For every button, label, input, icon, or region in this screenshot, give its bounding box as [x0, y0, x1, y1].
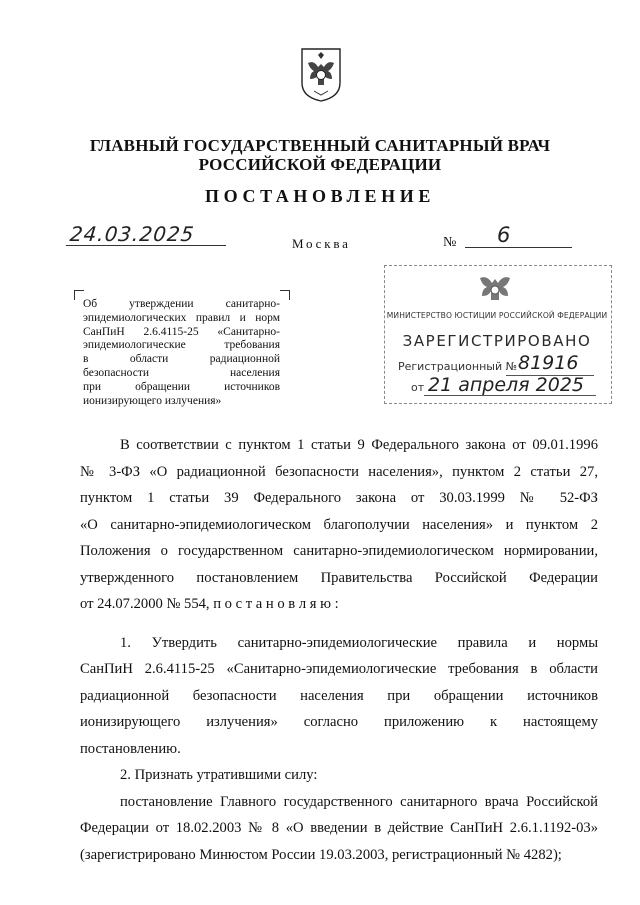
body-line: постановлению. — [80, 740, 181, 757]
body-line: СанПиН 2.6.4115-25 «Санитарно-эпидемиологические требования в области — [80, 661, 598, 677]
stamp-emblem-icon — [472, 270, 518, 308]
stamp-registered: ЗАРЕГИСТРИРОВАНО — [402, 332, 592, 350]
document-number: 6 — [497, 223, 511, 247]
body-line: от 24.07.2000 № 554, п о с т а н о в л я ю : — [80, 596, 339, 612]
subject-line: эпидемиологические требования — [83, 339, 280, 352]
subject-line: СанПиН 2.6.4115-25 «Санитарно- — [83, 325, 280, 338]
subject-line: эпидемиологических правил и норм — [83, 311, 280, 324]
body-line: Федерации от 18.02.2003 № 8 «О введении в действие СанПиН 2.6.1.1192-03» — [80, 820, 598, 836]
body-line: № 3-ФЗ «О радиационной безопасности населения», пунктом 2 статьи 27, — [80, 463, 598, 480]
body-line: «О санитарно-эпидемиологическом благополучии населения» и пунктом 2 — [80, 516, 598, 533]
document-body — [80, 432, 598, 868]
stamp-date-underline — [424, 395, 596, 396]
number-underline — [465, 247, 572, 248]
subject-line: безопасности населения — [83, 366, 280, 379]
subject-line: в области радиационной — [83, 353, 280, 366]
document-city: Москва — [292, 236, 351, 251]
issuer-title-line1: ГЛАВНЫЙ ГОСУДАРСТВЕННЫЙ САНИТАРНЫЙ ВРАЧ — [89, 136, 551, 155]
date-underline — [66, 245, 226, 246]
subject-line: при обращении источников — [83, 380, 280, 393]
subject-line: ионизирующего излучения» — [83, 394, 222, 407]
stamp-registration-date: 21 апреля 2025 — [428, 374, 584, 396]
paragraph-repeal — [80, 762, 598, 789]
document-type: ПОСТАНОВЛЕНИЕ — [205, 186, 435, 206]
document-date: 24.03.2025 — [68, 222, 196, 246]
body-line: утвержденного постановлением Правительства Российской Федерации — [80, 569, 598, 586]
body-line: Положения о государственном санитарно-эпидемиологическом нормировании, — [80, 543, 598, 559]
paragraph-repealed-act — [80, 789, 598, 869]
subject-corner-right — [280, 290, 290, 300]
body-line: В соответствии с пунктом 1 статьи 9 Федерального закона от 09.01.1996 — [120, 437, 598, 453]
paragraph-legal-basis — [80, 432, 598, 618]
body-line: (зарегистрировано Минюстом России 19.03.2003, регистрационный № 4282); — [80, 846, 562, 863]
stamp-registration-label: Регистрационный № — [398, 360, 518, 373]
body-line: ионизирующего излучения» согласно приложению к настоящему — [80, 714, 598, 730]
stamp-ministry: МИНИСТЕРСТВО ЮСТИЦИИ РОССИЙСКОЙ ФЕДЕРАЦИИ — [386, 311, 608, 320]
coat-of-arms-emblem — [298, 45, 344, 103]
body-line: постановление Главного государственного санитарного врача Российской — [120, 793, 598, 810]
paragraph-approve — [80, 630, 598, 763]
issuer-title-line2: РОССИЙСКОЙ ФЕДЕРАЦИИ — [198, 155, 442, 174]
body-line: радиационной безопасности населения при обращении источников — [80, 687, 598, 704]
subject-line: Об утверждении санитарно- — [83, 298, 280, 310]
body-line: 2. Признать утратившими силу: — [120, 767, 318, 783]
document-subject — [83, 298, 280, 408]
number-label: № — [443, 235, 457, 250]
body-line: пунктом 1 статьи 39 Федерального закона от 30.03.1999 № 52-ФЗ — [80, 490, 598, 506]
stamp-from-label: от — [411, 381, 425, 394]
stamp-registration-number: 81916 — [518, 352, 579, 374]
body-line: 1. Утвердить санитарно-эпидемиологические правила и нормы — [120, 634, 598, 651]
